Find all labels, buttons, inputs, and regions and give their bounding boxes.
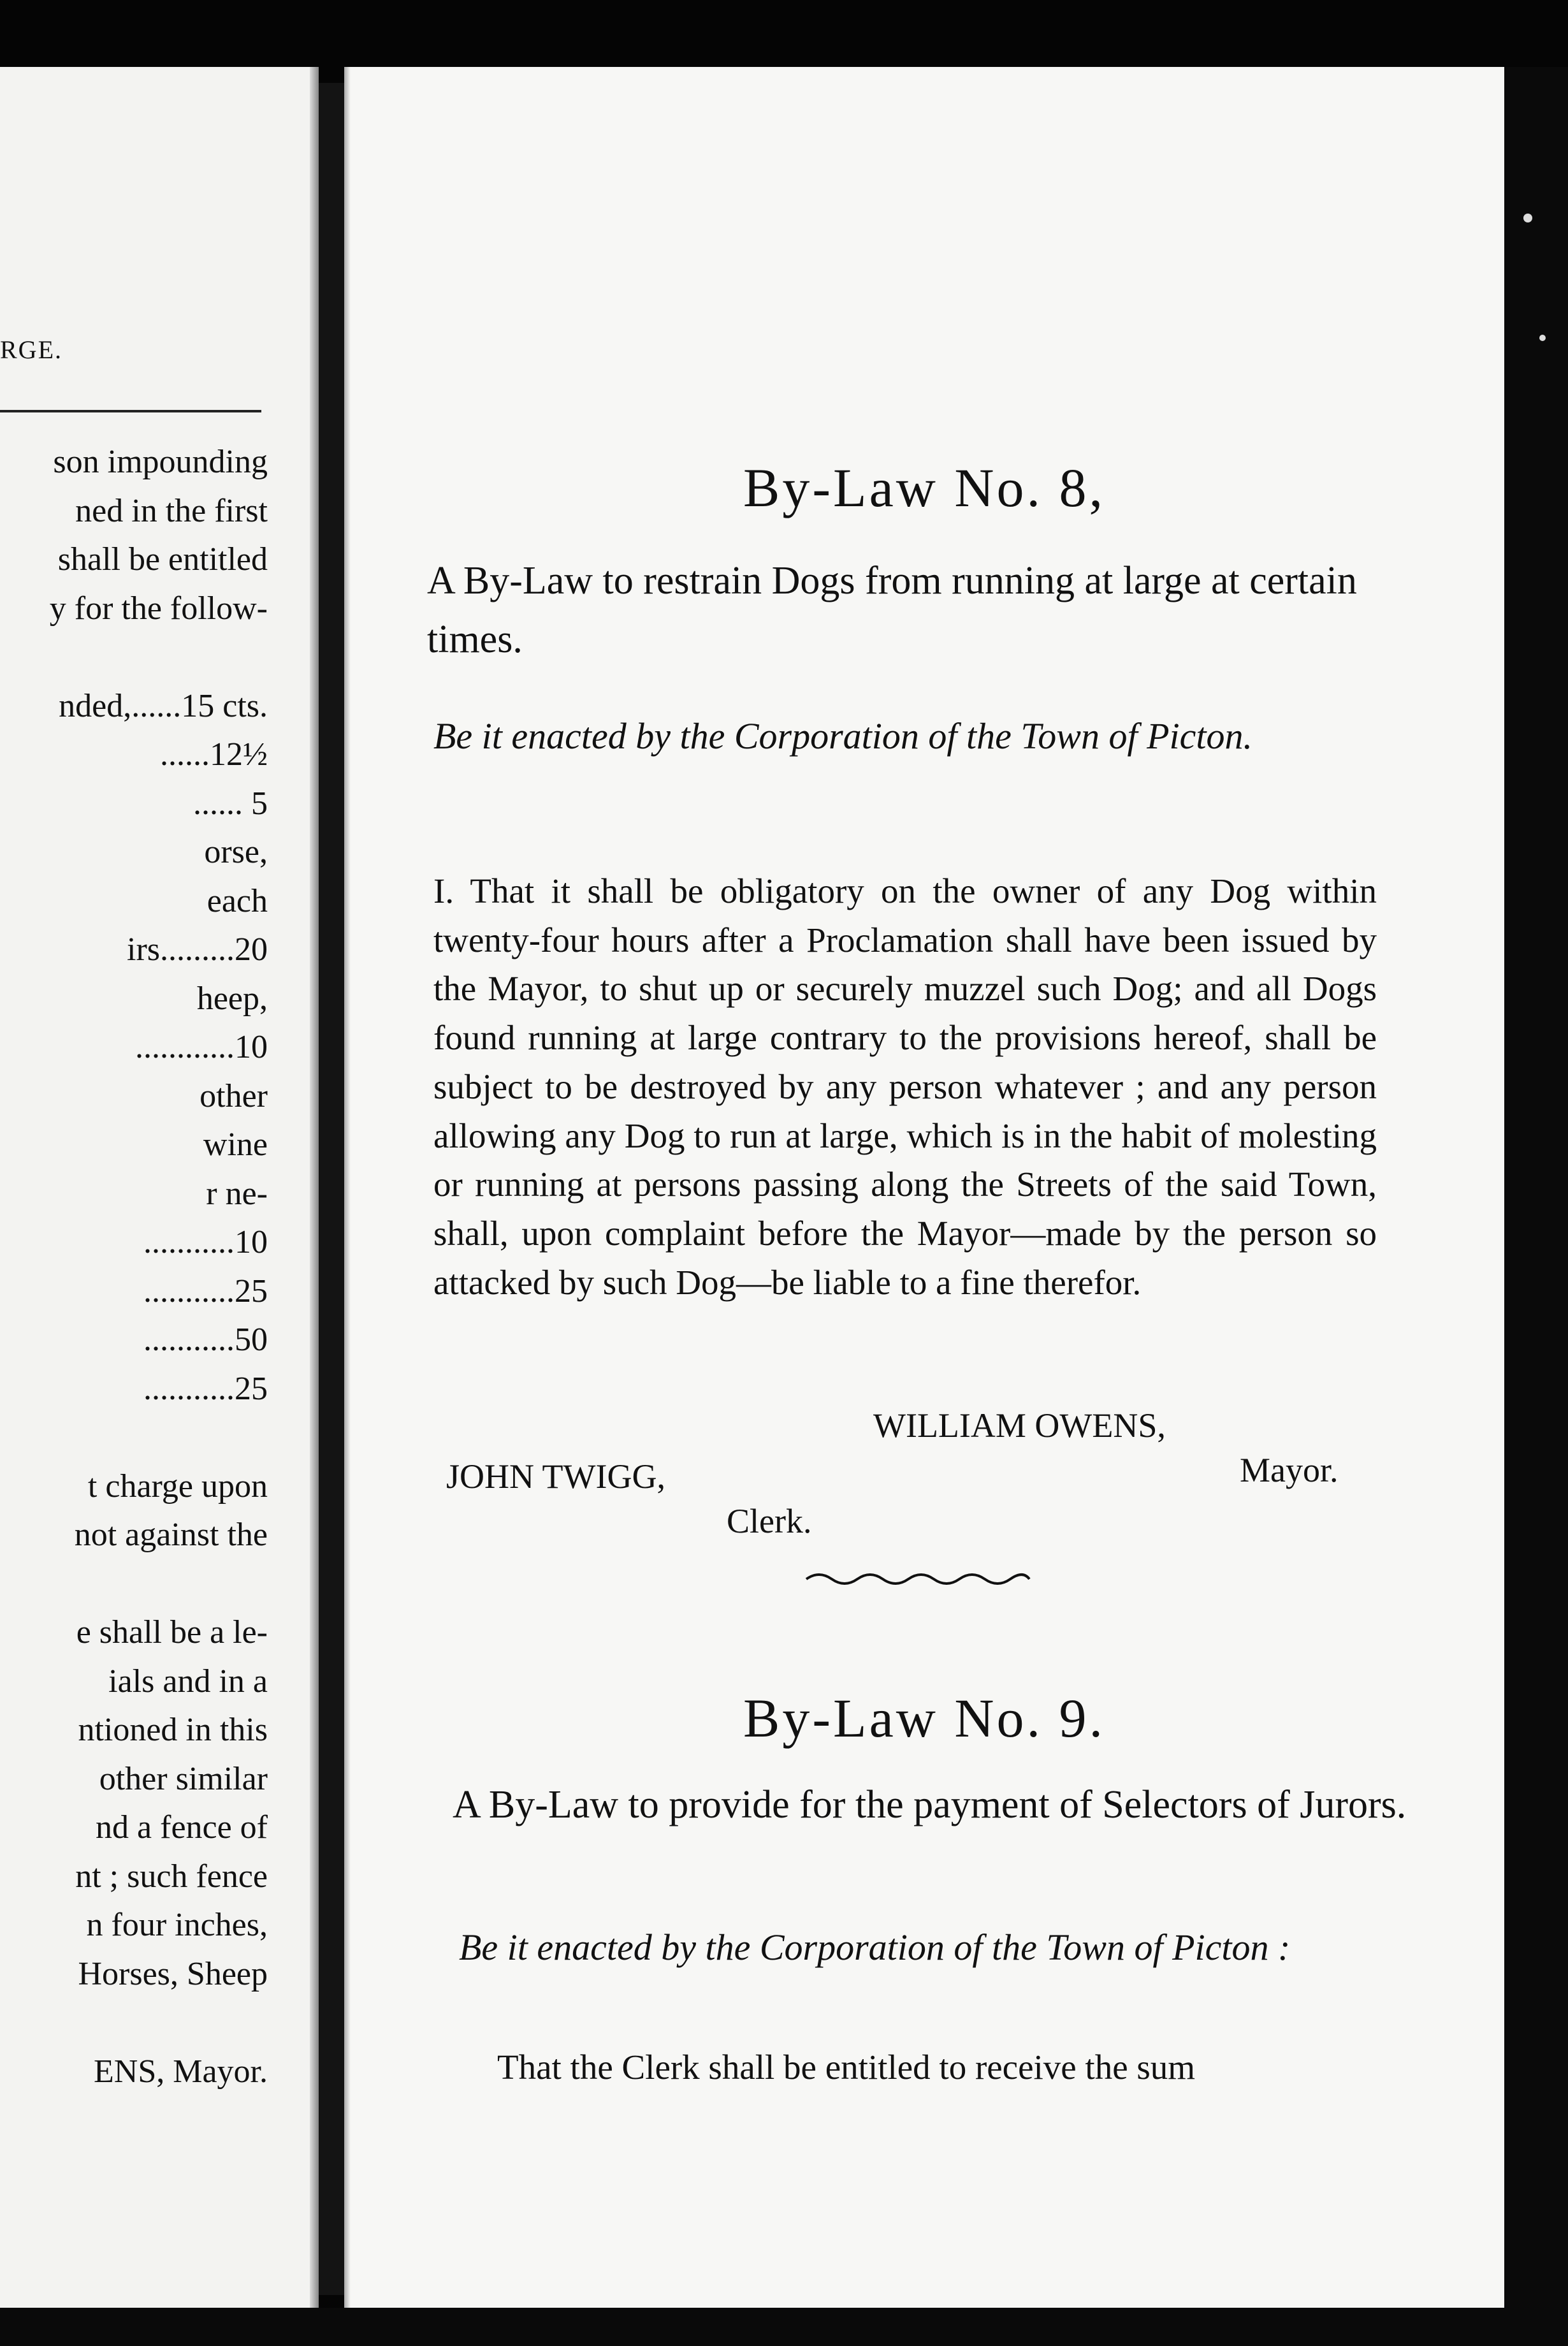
bylaw-8-body: I. That it shall be obligatory on the owner of any Dog within twenty-four hours after a Proclamation shall have been issued by the Mayor, to shut up or securely muzzel such Dog; and all Dogs found running at large contrary to the provisions hereof, shall be subject to be destroyed by any person whatever ; and any person allowing any Dog to run at large, which is in the habit of molesting or running at persons passing along the Streets of the said Town, shall, upon complaint before the Mayor—made by the person so attacked by such Dog—be liable to a fine therefor. — [433, 871, 1377, 1302]
left-page-line: ............10 — [135, 1029, 268, 1065]
left-page-line: other — [200, 1077, 268, 1114]
left-page-line: heep, — [196, 980, 268, 1017]
mayor-title: Mayor. — [1240, 1451, 1339, 1489]
left-page-line: t charge upon — [87, 1468, 268, 1504]
bylaw-9-subtitle: A By-Law to provide for the payment of Selectors of Jurors. — [453, 1783, 1407, 1826]
left-page-line: e shall be a le- — [76, 1614, 268, 1650]
left-page-line: ...........25 — [143, 1272, 268, 1309]
bylaw-8-subtitle: A By-Law to restrain Dogs from running at large at certain times. — [427, 559, 1357, 661]
bylaw-9-enactment: Be it enacted by the Corporation of the Town of Picton : — [459, 1927, 1291, 1968]
scan-speck — [1523, 214, 1532, 222]
bylaw-9-title: By-Law No. 9. — [743, 1687, 1105, 1749]
left-page-line: not against the — [74, 1517, 268, 1553]
scan-bottom-edge — [0, 2308, 1568, 2346]
section-divider-ornament — [803, 1565, 1033, 1591]
bylaw-8-enactment: Be it enacted by the Corporation of the Town of Picton. — [433, 715, 1253, 757]
left-page-line: n four inches, — [86, 1907, 268, 1943]
book-gutter — [319, 83, 344, 2295]
clerk-title: Clerk. — [727, 1502, 812, 1540]
left-page-line: shall be entitled — [57, 541, 268, 578]
clerk-name: JOHN TWIGG, — [446, 1457, 665, 1496]
left-page-line: nded,......15 cts. — [59, 687, 268, 724]
left-page-line: ...........10 — [143, 1224, 268, 1260]
left-page-line: nt ; such fence — [75, 1858, 268, 1895]
left-page-line: ...... 5 — [193, 785, 268, 822]
left-page-line: ...........25 — [143, 1370, 268, 1407]
scan-right-edge — [1504, 67, 1568, 2346]
left-page-line: ned in the first — [75, 492, 268, 529]
mayor-name: WILLIAM OWENS, — [873, 1406, 1166, 1445]
left-page-line: ials and in a — [108, 1663, 268, 1700]
left-page-line: son impounding — [53, 444, 268, 480]
left-page-line: ENS, Mayor. — [94, 2053, 268, 2090]
left-page-line: ......12½ — [160, 736, 268, 773]
bylaw-8-title: By-Law No. 8, — [743, 457, 1105, 518]
left-page-line: y for the follow- — [49, 590, 268, 627]
left-page-line: Horses, Sheep — [78, 1955, 268, 1992]
left-page-line: irs.........20 — [127, 931, 268, 968]
left-page-line: other similar — [99, 1760, 268, 1797]
left-page — [0, 67, 319, 2346]
left-page-line: wine — [203, 1126, 268, 1163]
left-page-rule — [0, 410, 261, 412]
scan-speck — [1539, 335, 1546, 341]
left-page-line: ...........50 — [143, 1322, 268, 1358]
bylaw-9-body: That the Clerk shall be entitled to receive the sum — [497, 2048, 1196, 2087]
left-page-line: nd a fence of — [96, 1809, 268, 1846]
left-page-line: r ne- — [206, 1175, 268, 1212]
left-page-line: ntioned in this — [78, 1712, 268, 1748]
left-page-line: each — [207, 882, 268, 919]
left-page-heading: RGE. — [0, 335, 62, 364]
right-page — [344, 67, 1504, 2346]
left-page-line: orse, — [204, 834, 268, 870]
